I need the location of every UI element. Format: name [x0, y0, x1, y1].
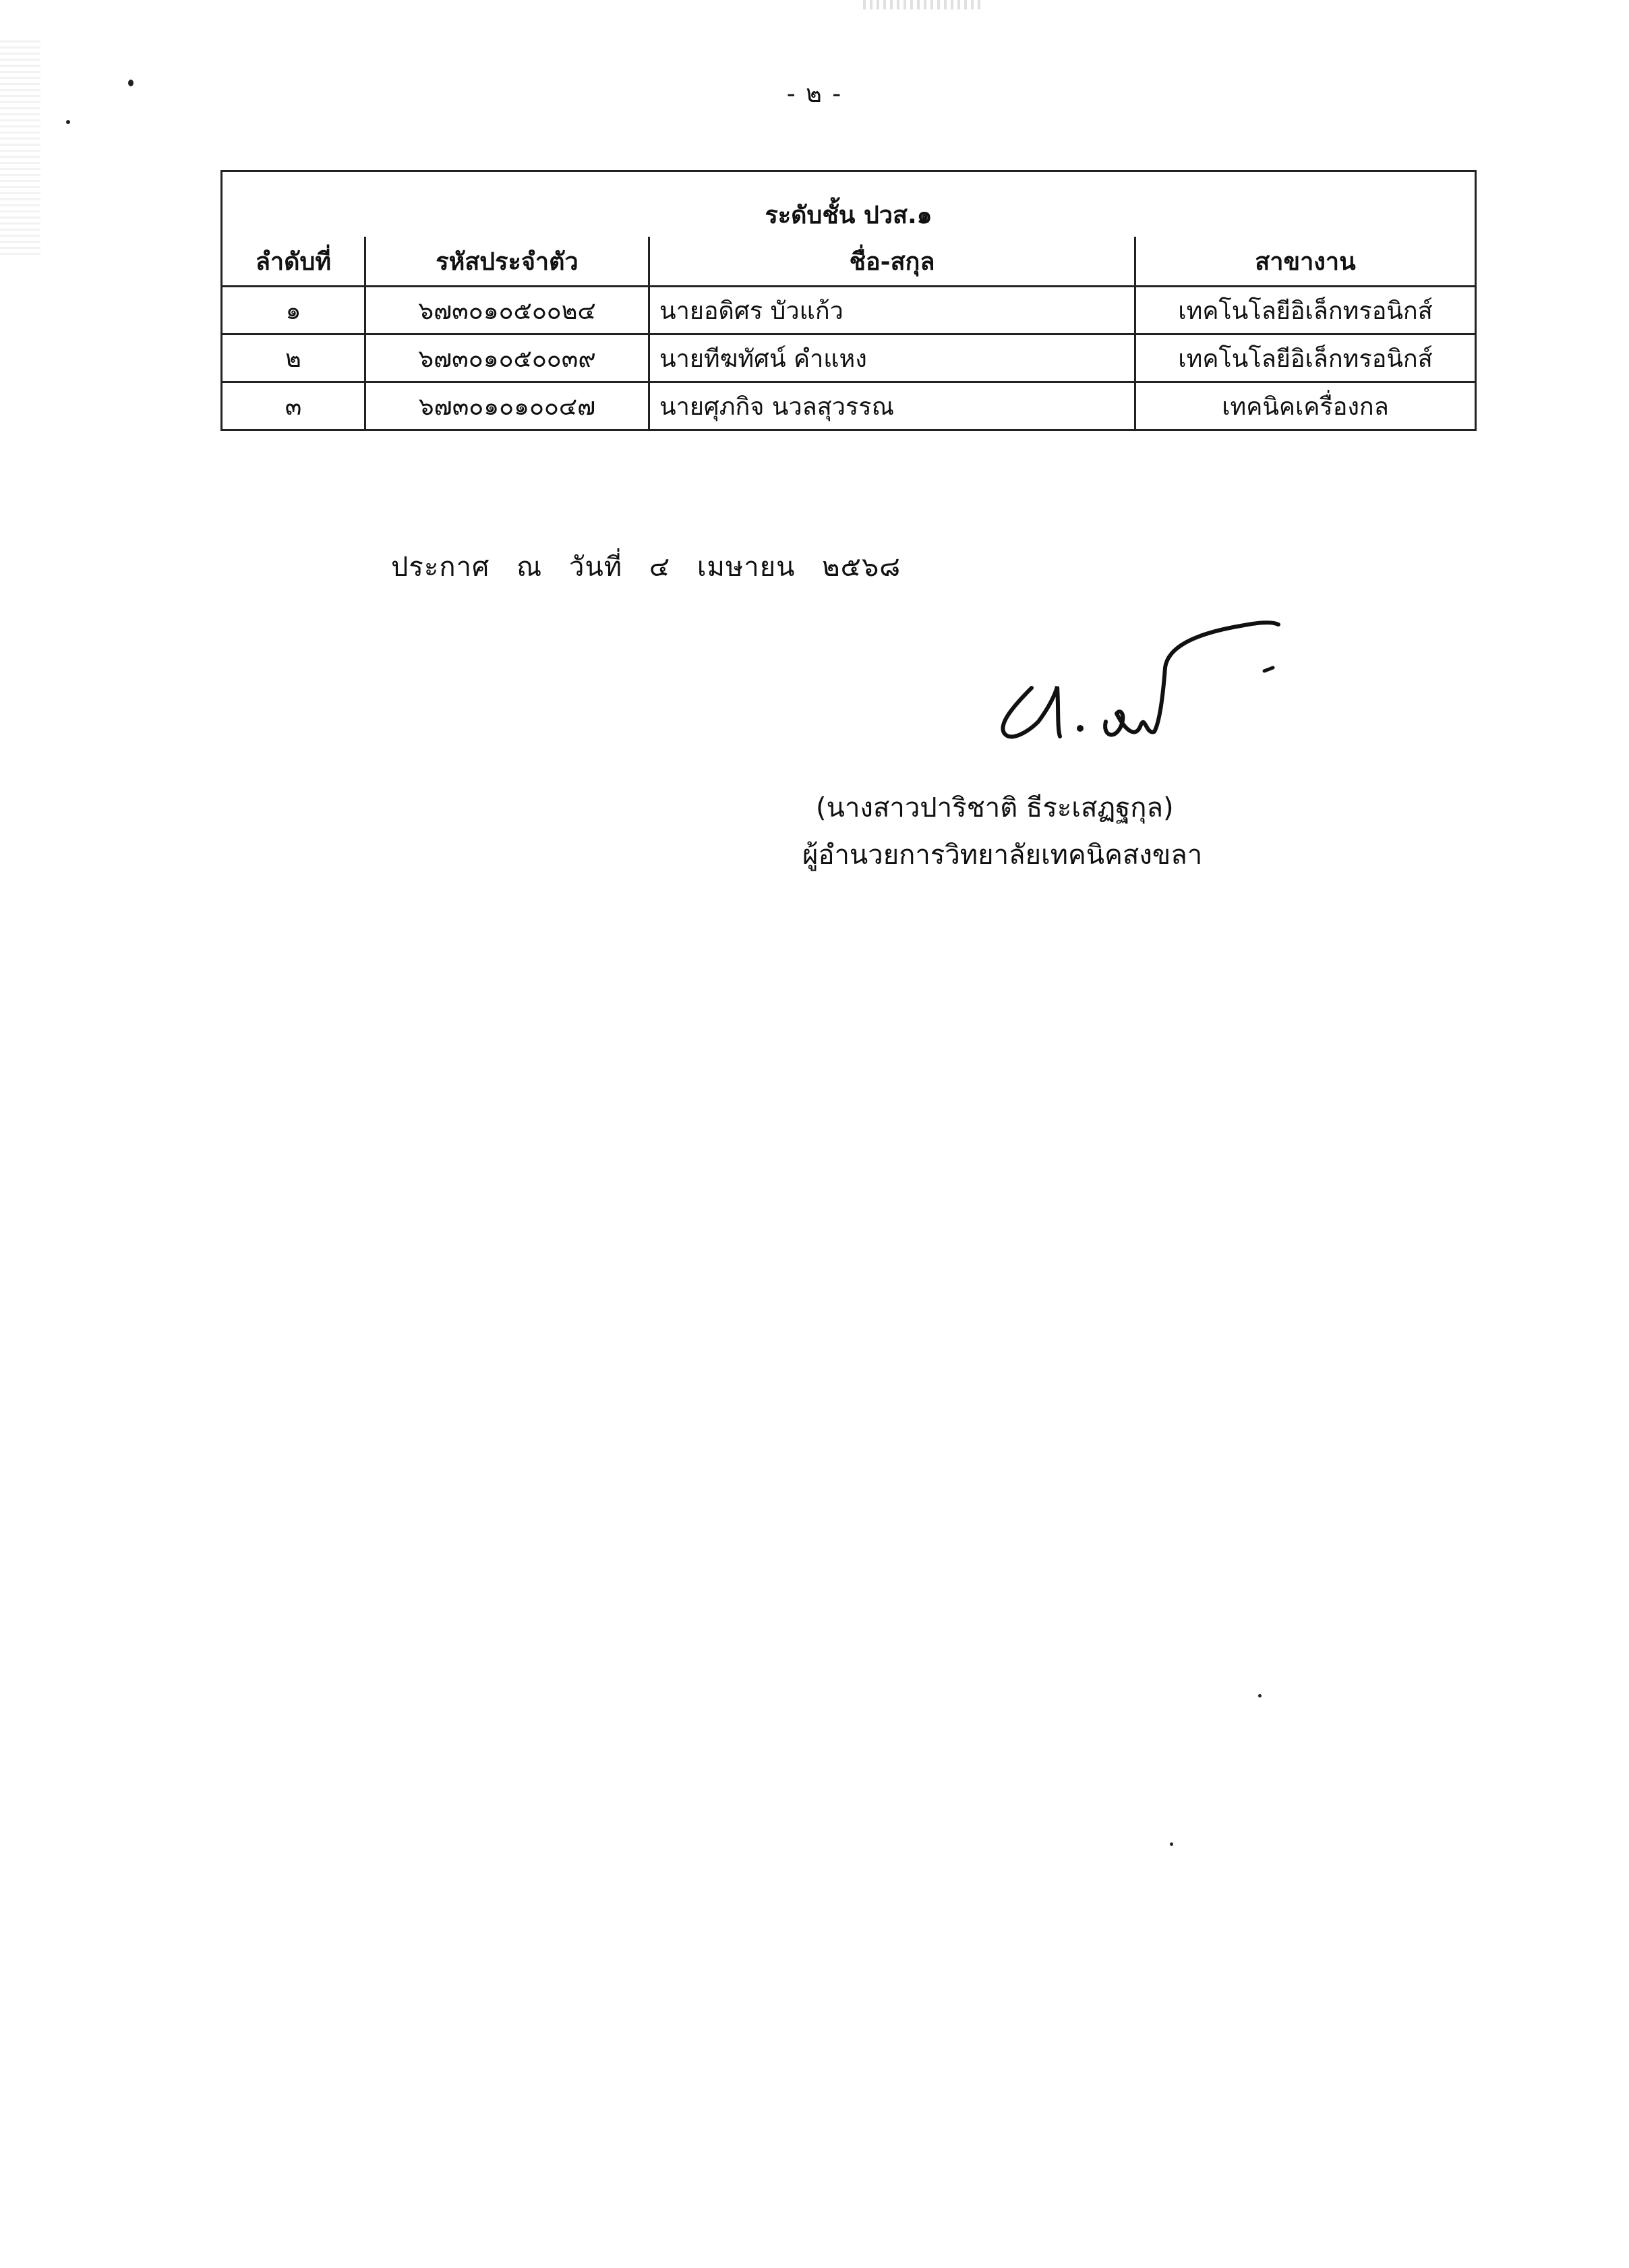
announcement-at: ณ	[516, 552, 543, 583]
cell-field: เทคโนโลยีอิเล็กทรอนิกส์	[1135, 335, 1476, 382]
scan-artifact-top	[863, 0, 984, 9]
cell-field: เทคโนโลยีอิเล็กทรอนิกส์	[1135, 287, 1476, 335]
cell-full-name: นายอดิศร บัวแก้ว	[649, 287, 1135, 335]
table-level-row	[222, 171, 1476, 237]
cell-full-name: นายศุภกิจ นวลสุวรรณ	[649, 382, 1135, 430]
handwritten-signature	[904, 607, 1281, 769]
level-title: ระดับชั้น ปวส.๑	[222, 171, 1476, 237]
cell-field: เทคนิคเครื่องกล	[1135, 382, 1476, 430]
cell-student-id: ๖๗๓๐๑๐๑๐๐๔๗	[365, 382, 649, 430]
scan-speck	[1258, 1694, 1262, 1697]
announcement-year: ๒๕๖๘	[822, 552, 901, 583]
cell-student-id: ๖๗๓๐๑๐๕๐๐๓๙	[365, 335, 649, 382]
scan-speck	[66, 120, 70, 124]
cell-student-id: ๖๗๓๐๑๐๕๐๐๒๔	[365, 287, 649, 335]
announcement-prefix: ประกาศ	[391, 552, 490, 583]
page-number: - ๒ -	[786, 80, 843, 108]
announcement-month: เมษายน	[697, 552, 796, 583]
table-row	[222, 335, 1476, 382]
cell-full-name: นายทีฆทัศน์ คำแหง	[649, 335, 1135, 382]
cell-no: ๑	[222, 287, 365, 335]
header-student-id: รหัสประจำตัว	[365, 237, 649, 287]
cell-no: ๒	[222, 335, 365, 382]
scan-speck	[1170, 1842, 1173, 1846]
table-row	[222, 382, 1476, 430]
table-row	[222, 287, 1476, 335]
announcement-line	[391, 545, 918, 588]
header-field: สาขางาน	[1135, 237, 1476, 287]
scan-artifact-left-edge	[0, 40, 40, 256]
signer-position: ผู้อำนวยการวิทยาลัยเทคนิคสงขลา	[802, 840, 1203, 871]
student-roster-table	[220, 170, 1477, 431]
announcement-day: ๔	[649, 552, 671, 583]
table-header-row	[222, 237, 1476, 287]
announcement-date-label: วันที่	[568, 552, 623, 583]
cell-no: ๓	[222, 382, 365, 430]
header-no: ลำดับที่	[222, 237, 365, 287]
header-full-name: ชื่อ-สกุล	[649, 237, 1135, 287]
signer-name: (นางสาวปาริชาติ ธีระเสฏฐกุล)	[816, 792, 1174, 823]
